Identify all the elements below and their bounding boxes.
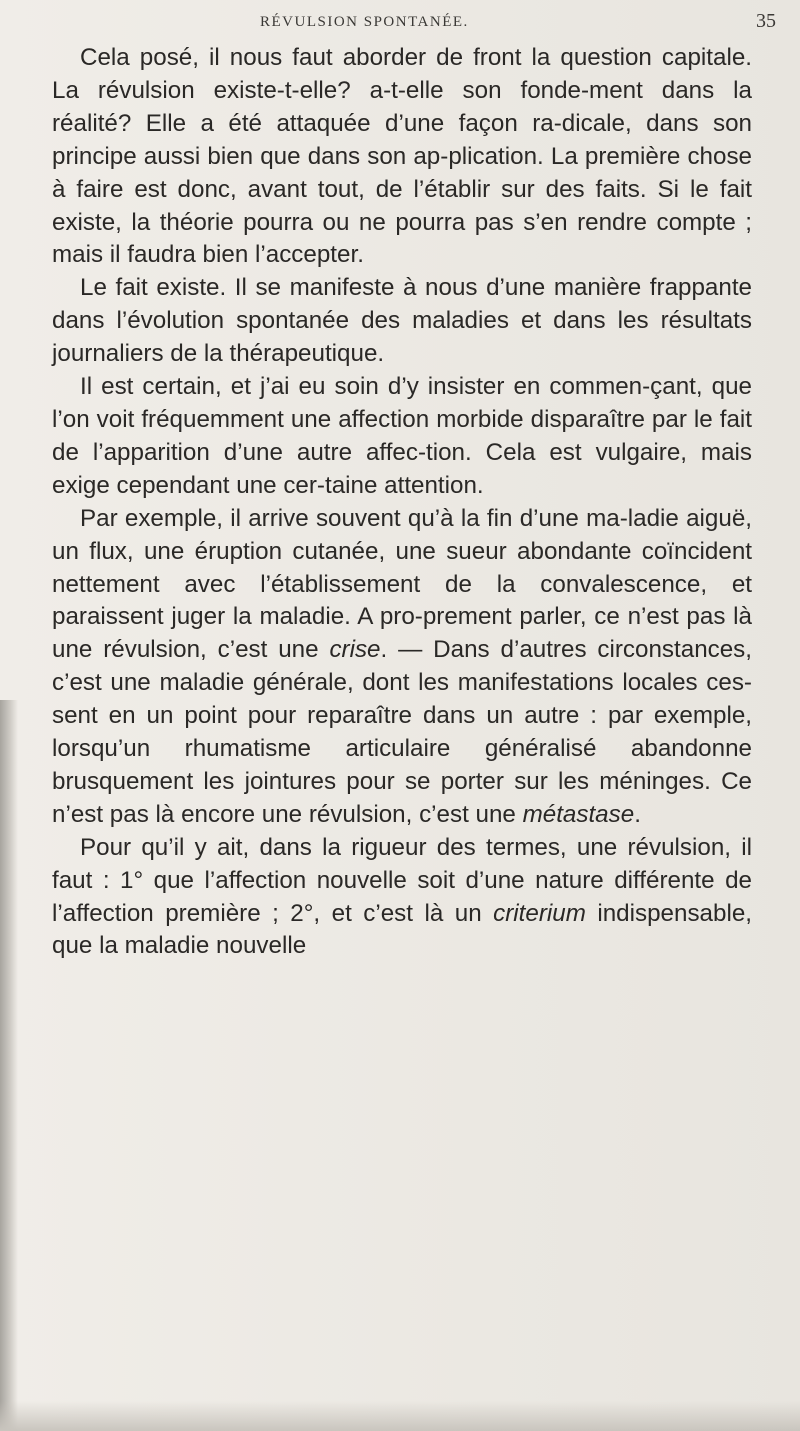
text-run: Pour qu’il y ait, dans la rigueur des termes, une révulsion, il faut : 1° que l’affection nouvelle soit d’une nature différente de l’affection première ; 2°, et c’est là un bbox=[52, 833, 752, 927]
text-run: Le fait existe. Il se manifeste à nous d’une manière frappante dans l’évolution spontanée des maladies et dans les résultats journaliers de la thérapeutique. bbox=[52, 274, 752, 368]
paragraph bbox=[52, 832, 752, 964]
text-run: . bbox=[634, 800, 641, 828]
italic-term: crise bbox=[329, 636, 381, 664]
page-number: 35 bbox=[756, 10, 776, 32]
text-run: . — Dans d’autres circonstances, c’est une maladie générale, dont les manifestations locales ces-sent en un point pour reparaître dans un autre : par exemple, lorsqu’un rhumatisme articulaire généralisé abandonne brusquement les jointures pour se porter sur les méninges. Ce n’est pas là encore une révulsion, c’est une bbox=[52, 636, 753, 828]
paragraph bbox=[52, 272, 752, 371]
text-run: Il est certain, et j’ai eu soin d’y insister en commen-çant, que l’on voit fréquemment une affection morbide disparaître par le fait de l’apparition d’une autre affec-tion. Cela est vulgaire, mais exige cependant une cer-taine attention. bbox=[52, 373, 752, 499]
body-text bbox=[52, 42, 752, 963]
italic-term: métastase bbox=[522, 800, 635, 828]
text-run: indispensable, que la maladie nouvelle bbox=[52, 899, 752, 960]
page-edge-shadow bbox=[0, 1401, 800, 1431]
page-header bbox=[120, 8, 780, 38]
binding-shadow bbox=[0, 700, 18, 1431]
paragraph bbox=[52, 503, 752, 832]
italic-term: criterium bbox=[493, 899, 586, 927]
paragraph bbox=[52, 42, 752, 272]
paragraph bbox=[52, 371, 752, 503]
text-run: Par exemple, il arrive souvent qu’à la fin d’une ma-ladie aiguë, un flux, une éruption cutanée, une sueur abondante coïncident nettement avec l’établissement de la convalescence, et paraissent juger la maladie. A pro-prement parler, ce n’est pas là une révulsion, c’est une bbox=[52, 504, 752, 664]
running-head: RÉVULSION SPONTANÉE. bbox=[260, 14, 469, 30]
text-run: Cela posé, il nous faut aborder de front la question capitale. La révulsion existe-t-elle? a-t-elle son fonde-ment dans la réalité? Elle a été attaquée d’une façon ra-dicale, dans son principe aussi bien que dans son ap-plication. La première chose à faire est donc, avant tout, de l’établir sur des faits. Si le fait existe, la théorie pourra ou ne pourra pas s’en rendre compte ; mais il faudra bien l’accepter. bbox=[52, 44, 752, 269]
